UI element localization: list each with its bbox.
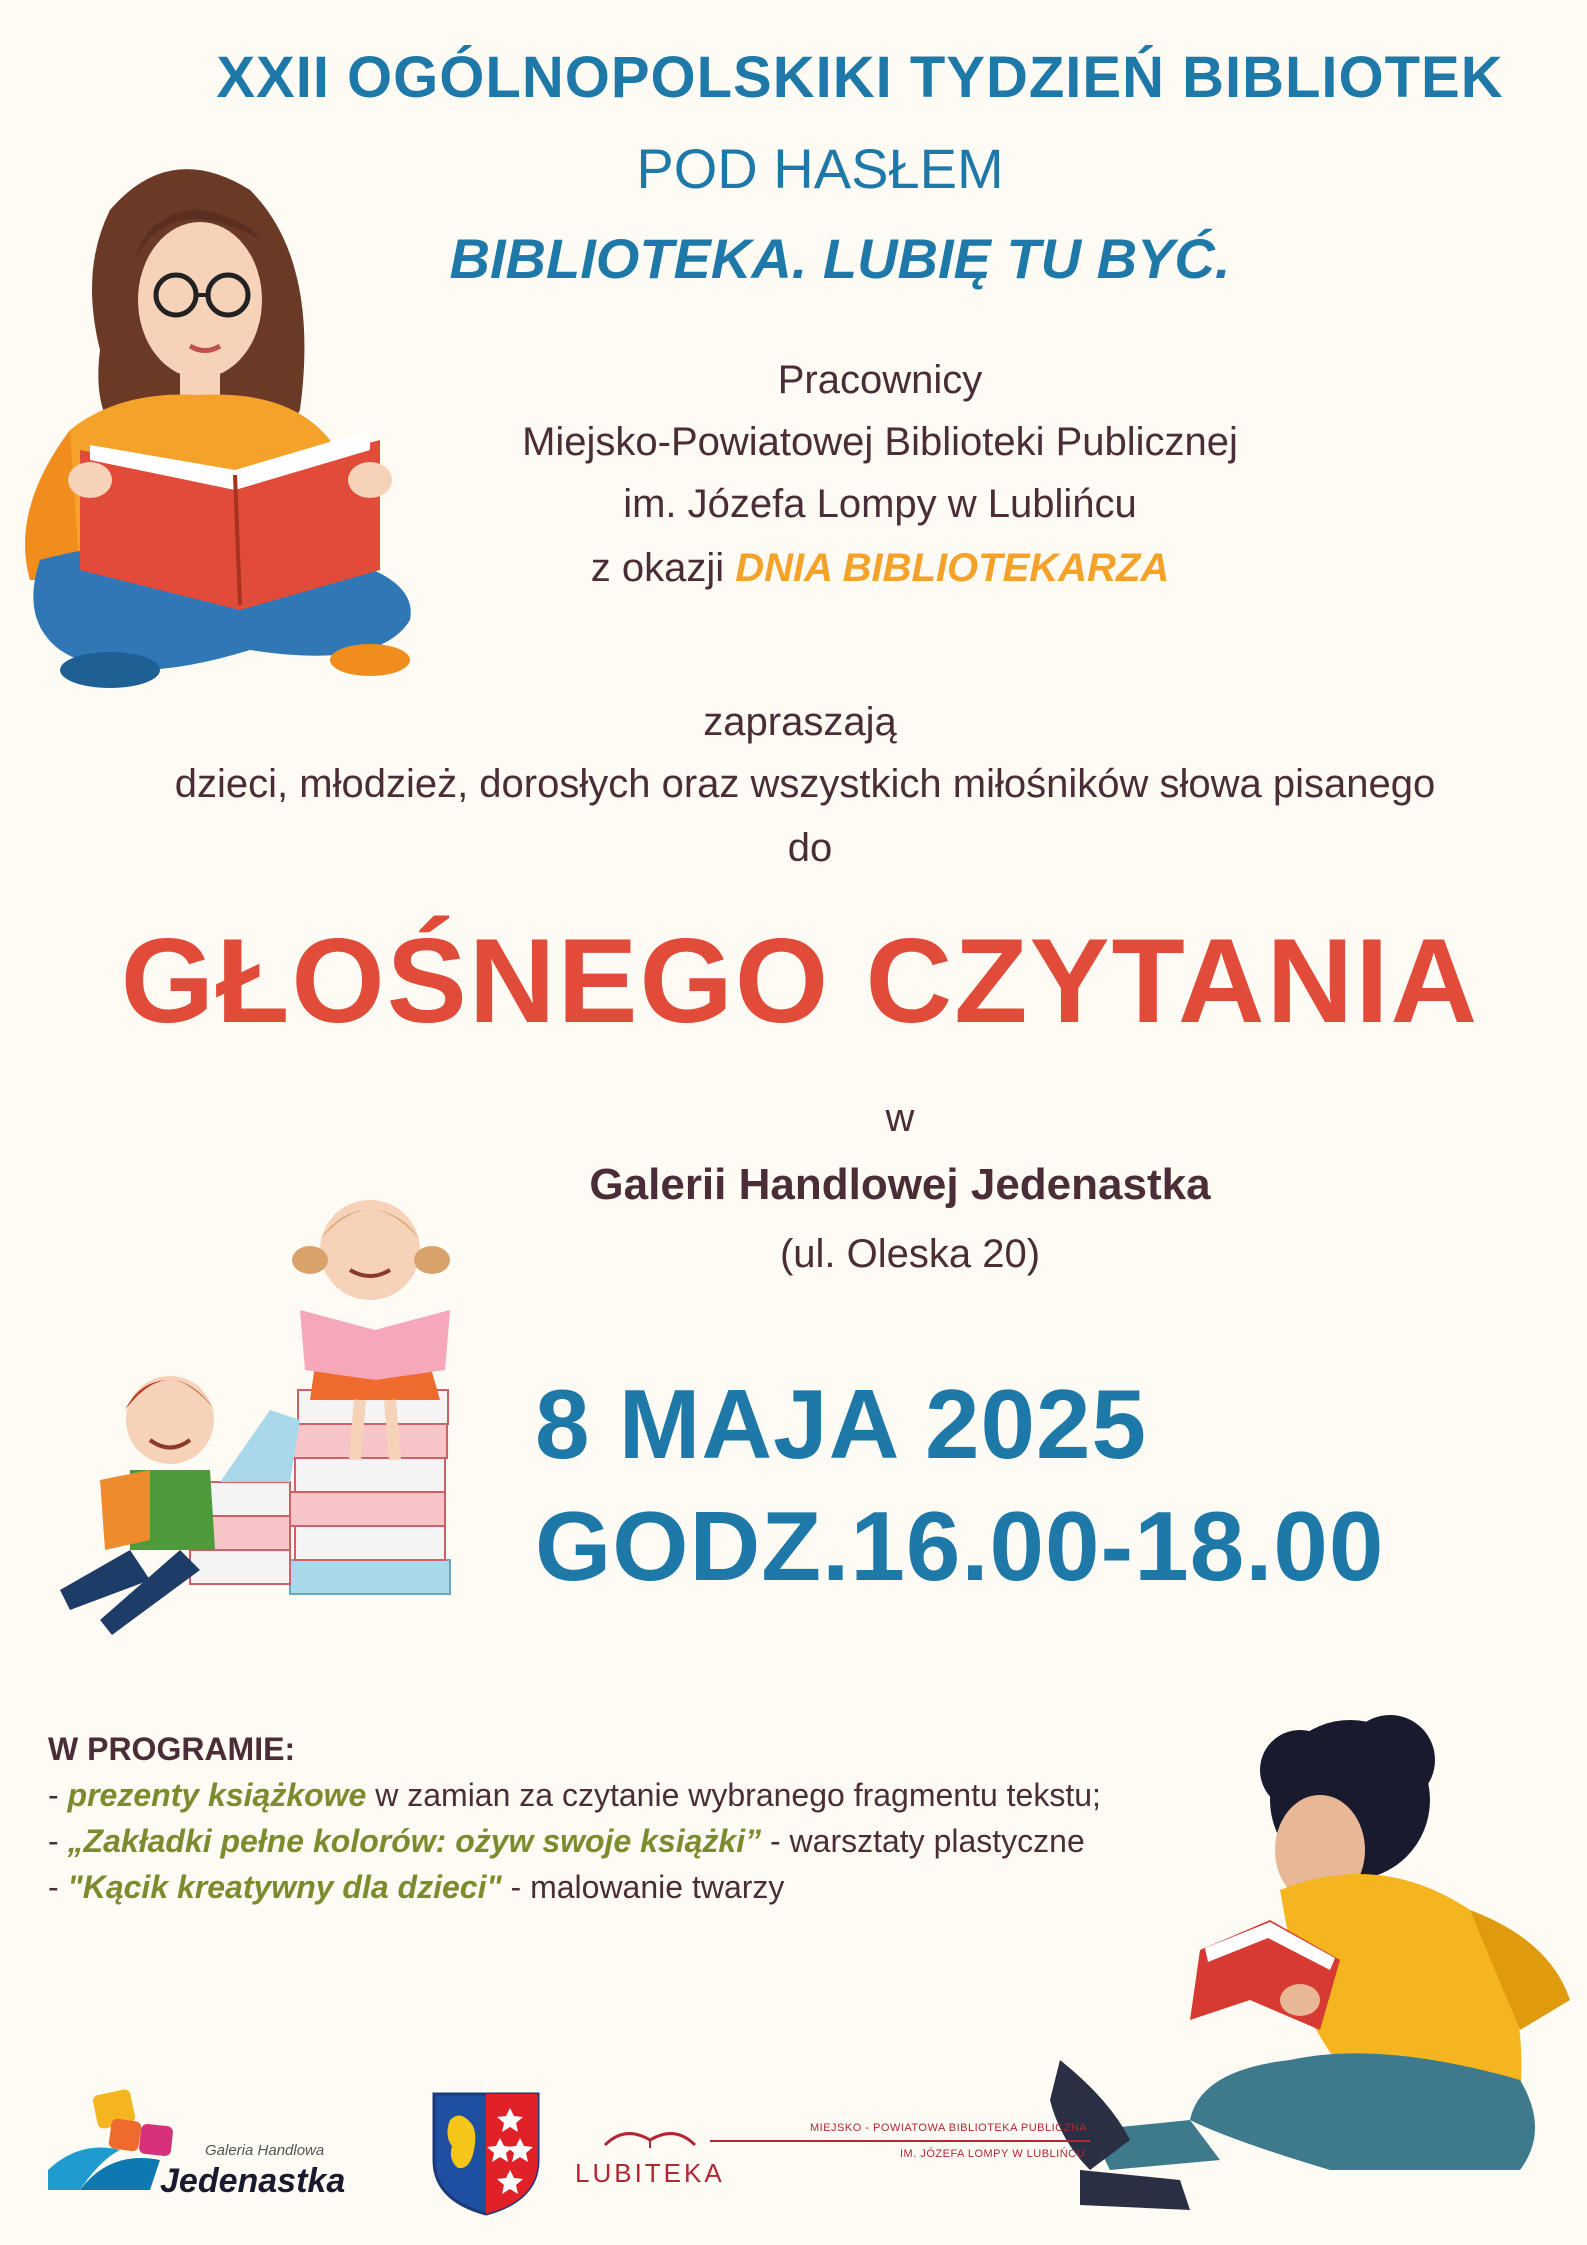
intro-line-3: im. Józefa Lompy w Lublińcu	[623, 482, 1137, 526]
teen-reading-illustration	[1050, 1700, 1587, 2245]
woman-reading-illustration	[0, 150, 440, 710]
event-venue: Galerii Handlowej Jedenastka	[589, 1160, 1211, 1209]
library-name-line-2: IM. JÓZEFA LOMPY W LUBLIŃCU	[900, 2148, 1086, 2160]
program-dash: -	[48, 1777, 68, 1813]
galeria-jedenastka-logo	[40, 2080, 360, 2220]
children-reading-illustration	[40, 1170, 480, 1650]
book-stack	[190, 1390, 450, 1594]
lubiteka-divider	[710, 2140, 1090, 2142]
coat-of-arms-icon	[430, 2090, 542, 2218]
librarian-day-highlight: DNIA BIBLIOTEKARZA	[735, 546, 1170, 590]
intro-line-4	[300, 546, 1460, 591]
lubiteka-name: LUBITEKA	[575, 2158, 725, 2188]
intro-line-1: Pracownicy	[777, 358, 983, 402]
lubiteka-logo	[570, 2120, 1090, 2200]
program-item-highlight: "Kącik kreatywny dla dzieci"	[67, 1869, 502, 1905]
program-heading: W PROGRAMIE:	[48, 1731, 296, 1767]
program-dash: -	[48, 1869, 68, 1905]
event-time: GODZ.16.00-18.00	[535, 1491, 1385, 1601]
program-item-highlight: prezenty książkowe	[67, 1777, 367, 1813]
program-dash: -	[48, 1823, 68, 1859]
open-book-icon	[600, 2120, 700, 2150]
event-address: (ul. Oleska 20)	[779, 1232, 1041, 1276]
intro-prefix: z okazji	[590, 546, 736, 590]
poster-title: XXII OGÓLNOPOLSKIKI TYDZIEŃ BIBLIOTEK	[216, 45, 1504, 110]
event-date: 8 MAJA 2025	[535, 1369, 1148, 1479]
intro-line-2: Miejsko-Powiatowej Biblioteki Publicznej	[522, 420, 1238, 464]
galeria-name: Jedenastka	[160, 2162, 346, 2200]
event-name: GŁOŚNEGO CZYTANIA	[120, 914, 1480, 1048]
library-name-line-1: MIEJSKO - POWIATOWA BIBLIOTEKA PUBLICZNA	[810, 2122, 1088, 2134]
program-item-text: - warsztaty plastyczne	[761, 1823, 1085, 1859]
program-item-text: - malowanie twarzy	[501, 1869, 785, 1905]
invite-line-2: dzieci, młodzież, dorosłych oraz wszystkich miłośników słowa pisanego	[174, 762, 1436, 806]
poster-subtitle: POD HASŁEM	[636, 137, 1004, 200]
invite-line-1: zapraszają	[703, 700, 897, 744]
galeria-small-label: Galeria Handlowa	[205, 2142, 325, 2159]
program-item-text: w zamian za czytanie wybranego fragmentu tekstu;	[366, 1777, 1101, 1813]
program-item-highlight: „Zakładki pełne kolorów: ożyw swoje książki”	[67, 1823, 762, 1859]
poster-slogan: BIBLIOTEKA. LUBIĘ TU BYĆ.	[449, 227, 1231, 290]
invite-line-3: do	[787, 826, 833, 870]
event-in: w	[885, 1096, 915, 1140]
